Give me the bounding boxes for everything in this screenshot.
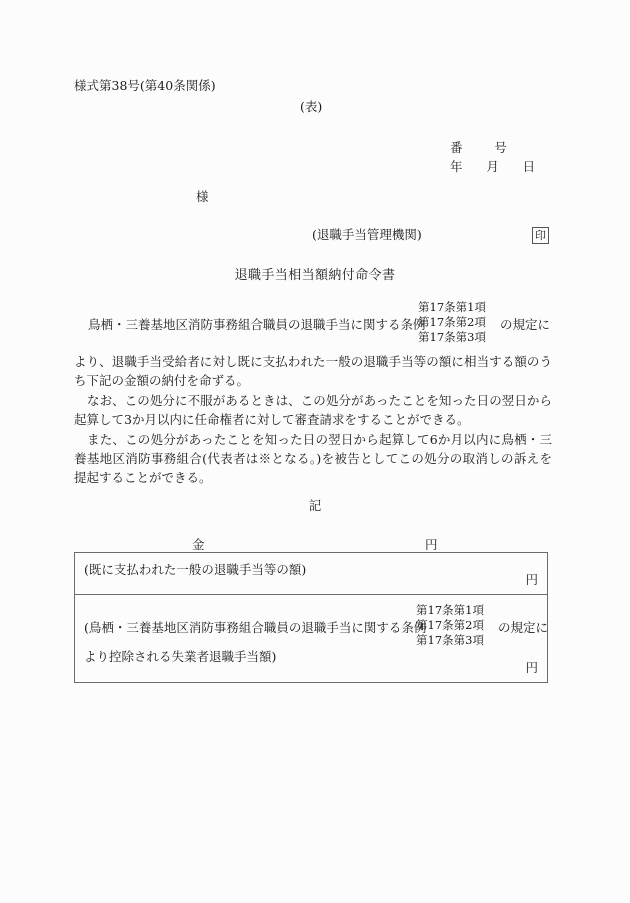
side-marker: (表) <box>300 99 323 114</box>
table-row <box>75 553 547 595</box>
body-paragraph-1: より、退職手当受給者に対し既に支払われた一般の退職手当等の額に相当する額のうち下記の金額の納付を命ずる。 <box>74 354 552 389</box>
clause-block <box>74 300 550 345</box>
article-reference-stack <box>418 300 486 345</box>
amount-header-line <box>74 535 548 551</box>
row-label-deduction: より控除される失業者退職手当額) <box>84 649 277 664</box>
addressee-suffix: 様 <box>196 189 209 204</box>
ki-marker: 記 <box>308 498 322 513</box>
amount-kin-label: 金 <box>192 537 205 552</box>
seal-stamp-box <box>532 227 549 244</box>
body-text <box>74 352 552 488</box>
seal-icon: 印 <box>535 229 546 242</box>
amount-table <box>74 552 548 683</box>
row-yen-unit: 円 <box>525 660 538 675</box>
clause-line <box>74 300 550 345</box>
body-paragraph-3: また、この処分があったことを知った日の翌日から起算して6か月以内に鳥栖・三養基地区消防事務組合(代表者は※となる。)を被告としてこの処分の取消しの訴えを提起することができる。 <box>74 431 552 486</box>
table-row <box>75 595 547 682</box>
row-article-1: 第17条第1項 <box>416 603 484 617</box>
article-3: 第17条第3項 <box>418 330 486 344</box>
row-article-reference-stack <box>416 603 484 648</box>
number-label: 番 号 <box>450 140 507 155</box>
row-yen-unit: 円 <box>525 572 538 587</box>
row-article-2: 第17条第2項 <box>416 618 484 632</box>
ordinance-name: 鳥栖・三養基地区消防事務組合職員の退職手当に関する条例 <box>88 317 426 332</box>
form-number: 様式第38号(第40条関係) <box>74 78 216 93</box>
number-date-block <box>450 138 535 176</box>
article-2: 第17条第2項 <box>418 315 486 329</box>
row-clause-tail: の規定に <box>498 620 549 635</box>
clause-tail: の規定に <box>500 317 551 332</box>
date-label: 年 月 日 <box>450 159 536 174</box>
row-ordinance-name: (鳥栖・三養基地区消防事務組合職員の退職手当に関する条例 <box>84 620 427 635</box>
article-1: 第17条第1項 <box>418 300 486 314</box>
page-title: 退職手当相当額納付命令書 <box>234 268 396 283</box>
amount-yen-label: 円 <box>425 537 438 552</box>
row-article-3: 第17条第3項 <box>416 633 484 647</box>
body-paragraph-2: なお、この処分に不服があるときは、この処分があったことを知った日の翌日から起算して3か月以内に任命権者に対して審査請求をすることができる。 <box>74 392 552 428</box>
row-label-paid-allowance: (既に支払われた一般の退職手当等の額) <box>84 562 307 577</box>
issuer-label: (退職手当管理機関) <box>312 227 422 242</box>
